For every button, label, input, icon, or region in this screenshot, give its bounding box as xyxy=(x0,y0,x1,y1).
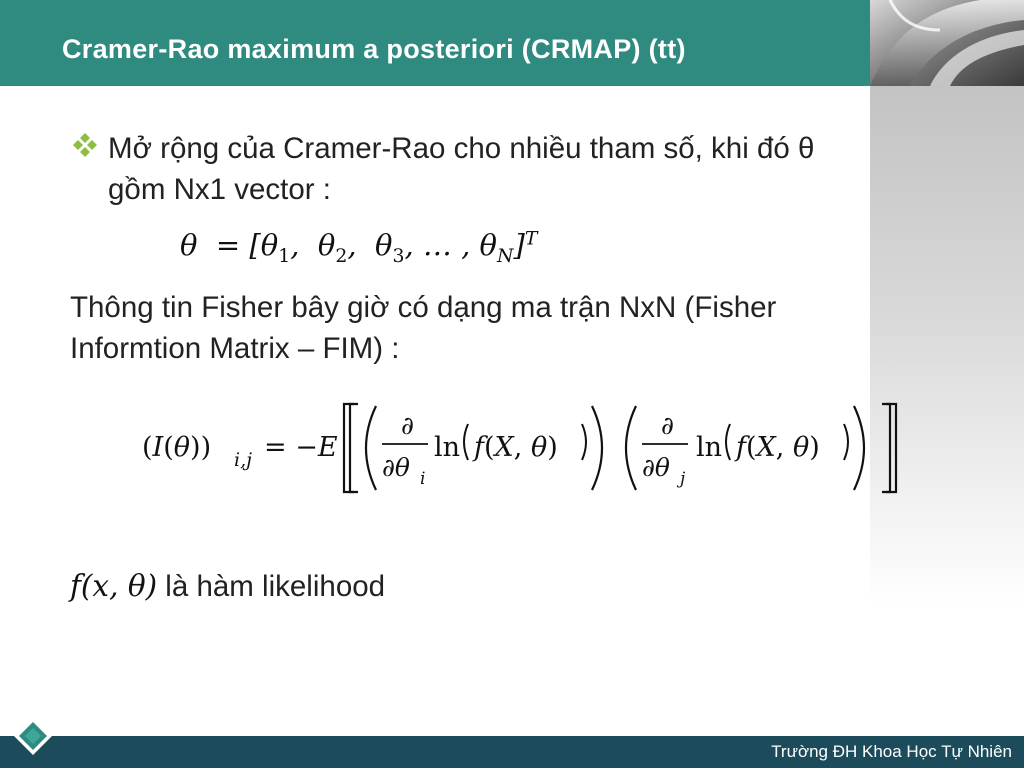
slide-title: Cramer-Rao maximum a posteriori (CRMAP) (tt) xyxy=(62,34,686,64)
svg-text:∂θ: ∂θ xyxy=(382,453,410,482)
svg-text:(I(θ)): (I(θ)) xyxy=(142,432,212,463)
bullet-line-2: gồm Nx1 vector : xyxy=(108,173,331,206)
svg-text:∂θ: ∂θ xyxy=(642,453,670,482)
likelihood-text: là hàm likelihood xyxy=(165,570,386,603)
svg-text:f(X, θ): f(X, θ) xyxy=(474,432,558,463)
fisher-matrix-equation xyxy=(140,398,910,498)
bullet-line-1: Mở rộng của Cramer-Rao cho nhiều tham số, khi đó θ xyxy=(108,132,815,165)
svg-text:f(X, θ): f(X, θ) xyxy=(736,432,820,463)
svg-text:∂: ∂ xyxy=(661,411,674,440)
fisher-paragraph xyxy=(70,287,910,369)
diamond-logo-icon xyxy=(13,716,53,756)
svg-text:∂: ∂ xyxy=(401,411,414,440)
four-diamond-bullet-icon xyxy=(70,130,100,160)
svg-text:j: j xyxy=(680,469,686,489)
svg-text:ln: ln xyxy=(434,432,461,463)
likelihood-note xyxy=(70,566,385,607)
svg-text:i: i xyxy=(420,469,426,489)
bullet-text xyxy=(108,128,968,210)
svg-text:ln: ln xyxy=(696,432,723,463)
theta-vector-equation: $\theta = [\theta_1$, $\theta_2$, $\theta_3$, … , $\theta_N]^T$ xyxy=(180,228,538,267)
svg-text:= −E: = −E xyxy=(264,432,338,463)
likelihood-math: f(x, θ) xyxy=(70,569,158,603)
footer-bar xyxy=(0,736,1024,768)
fisher-line-1: Thông tin Fisher bây giờ có dạng ma trận NxN (Fisher xyxy=(70,291,777,324)
svg-text:i,j: i,j xyxy=(234,449,253,471)
fisher-line-2: Informtion Matrix – FIM) : xyxy=(70,332,400,365)
footer-institution: Trường ĐH Khoa Học Tự Nhiên xyxy=(771,742,1012,761)
